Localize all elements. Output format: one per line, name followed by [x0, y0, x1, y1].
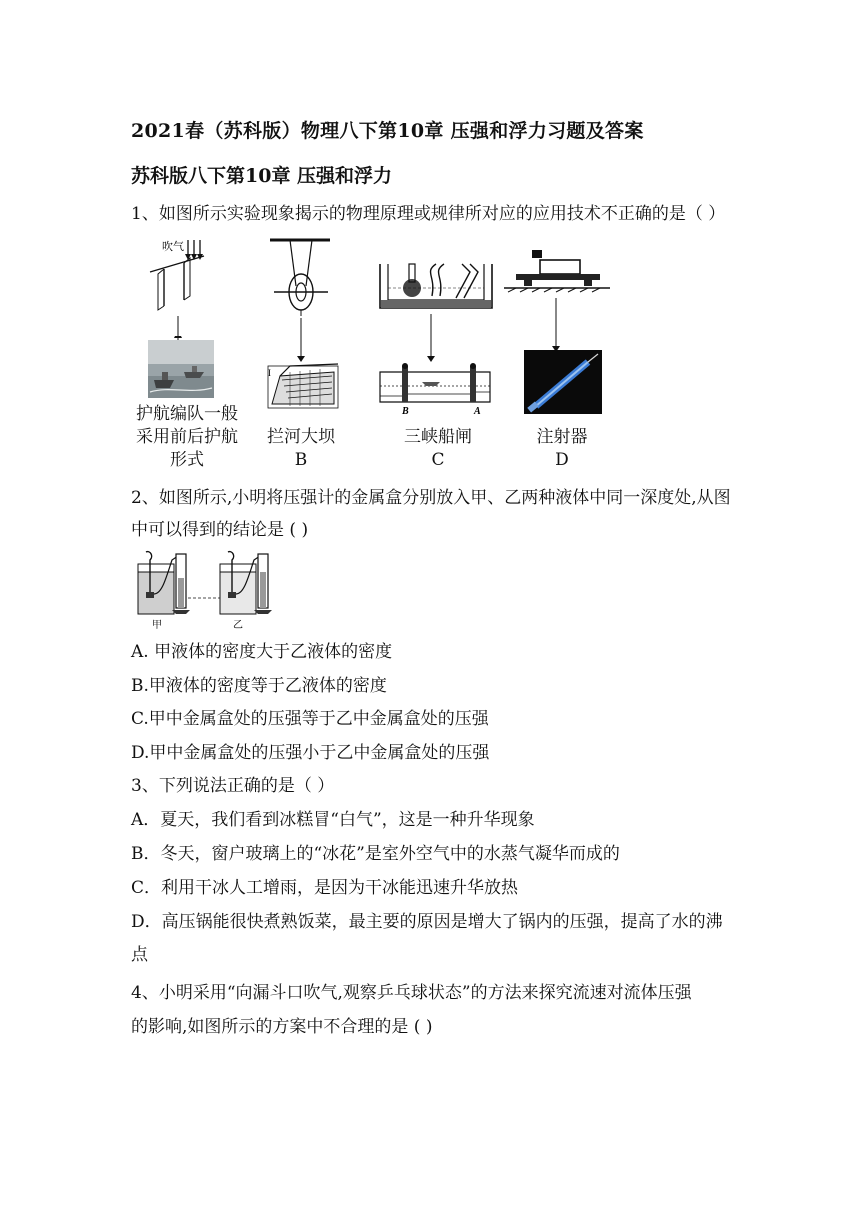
ship-lock-drawing — [380, 363, 490, 417]
caption-a-line2: 采用前后护航 — [136, 427, 238, 447]
q2-stem-line2: 中可以得到的结论是 ( ) — [131, 520, 309, 540]
caption-b-line1: 拦河大坝 — [267, 427, 335, 447]
caption-d-line1: 注射器 — [536, 427, 588, 447]
dam-drawing — [268, 364, 338, 408]
caption-a-line3: 形式 — [170, 450, 204, 470]
hanging-apparatus-diagram — [270, 240, 330, 316]
blow-label: 吹气 — [162, 241, 184, 253]
document-title: 2021春（苏科版）物理八下第10章 压强和浮力习题及答案 — [131, 120, 644, 142]
lock-label-a: A — [474, 406, 481, 417]
q1-experiments-figure — [140, 236, 620, 336]
q2-option-a: A. 甲液体的密度大于乙液体的密度 — [131, 642, 393, 662]
q3-option-c: C．利用干冰人工增雨，是因为干冰能迅速升华放热 — [131, 878, 519, 898]
q4-stem-line1: 4、小明采用“向漏斗口吹气,观察乒乓球状态”的方法来探究流速对流体压强 — [131, 983, 692, 1003]
escort-fleet-photo — [148, 340, 214, 398]
caption-b — [261, 426, 341, 472]
caption-a — [131, 403, 243, 472]
lock-label-b: B — [402, 406, 409, 417]
gauge-setup-jia — [138, 552, 190, 631]
q3-stem: 3、下列说法正确的是（ ） — [131, 776, 335, 796]
q1-stem: 1、如图所示实验现象揭示的物理原理或规律所对应的应用技术不正确的是（ ） — [131, 204, 726, 224]
q3-option-d: D．高压锅能很快煮熟饭菜，最主要的原因是增大了锅内的压强，提高了水的沸 — [131, 912, 723, 932]
pressure-board-diagram — [504, 250, 610, 292]
q3-option-a: A．夏天，我们看到冰糕冒“白气”，这是一种升华现象 — [131, 810, 535, 830]
q4-stem-line2: 的影响,如图所示的方案中不合理的是 ( ) — [131, 1017, 433, 1037]
q2-option-c: C.甲中金属盒处的压强等于乙中金属盒处的压强 — [131, 709, 489, 729]
caption-b-line2: B — [294, 450, 308, 470]
caption-d — [524, 426, 600, 472]
caption-a-line1: 护航编队一般 — [136, 404, 238, 424]
svg-text:I: I — [268, 368, 271, 378]
label-jia: 甲 — [152, 620, 162, 631]
caption-c-line2: C — [431, 450, 445, 470]
q1-arrows-lower — [174, 336, 560, 362]
caption-d-line2: D — [555, 450, 569, 470]
q2-stem-line1: 2、如图所示,小明将压强计的金属盒分别放入甲、乙两种液体中同一深度处,从图 — [131, 488, 731, 508]
gauge-setup-yi — [220, 552, 272, 631]
caption-c — [398, 426, 478, 472]
chapter-subtitle: 苏科版八下第10章 压强和浮力 — [131, 165, 393, 187]
connected-vessels-diagram — [380, 264, 492, 308]
caption-c-line1: 三峡船闸 — [404, 427, 472, 447]
q3-option-b: B．冬天，窗户玻璃上的“冰花”是室外空气中的水蒸气凝华而成的 — [131, 844, 620, 864]
blowing-papers-diagram — [150, 239, 204, 310]
label-yi: 乙 — [233, 620, 243, 631]
q2-option-b: B.甲液体的密度等于乙液体的密度 — [131, 676, 387, 696]
syringe-photo — [524, 350, 602, 414]
q3-option-d-continued: 点 — [131, 945, 148, 965]
q2-option-d: D.甲中金属盒处的压强小于乙中金属盒处的压强 — [131, 743, 490, 763]
q2-pressure-gauge-figure — [132, 548, 282, 632]
q1-arrows — [178, 298, 556, 336]
